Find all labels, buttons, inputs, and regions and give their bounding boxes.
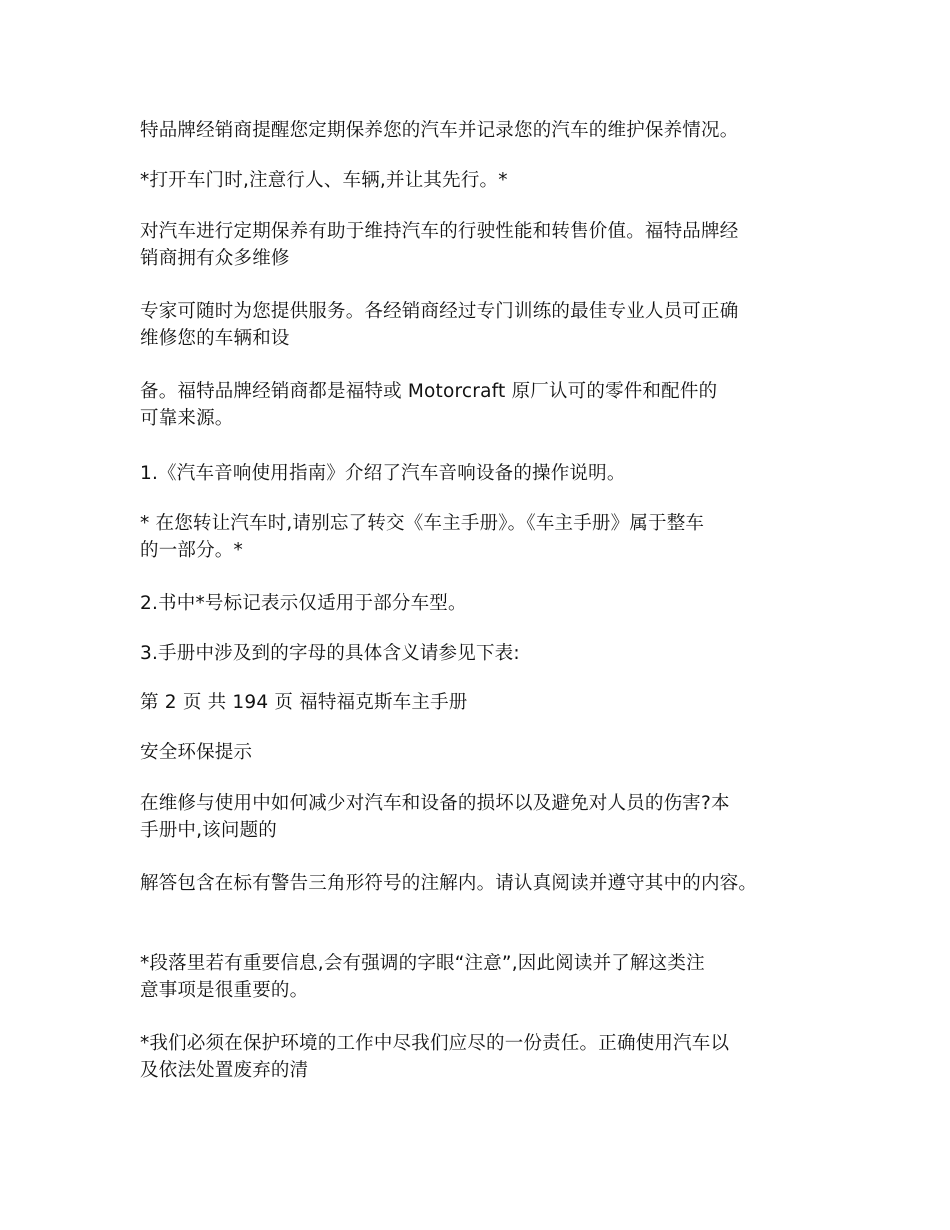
text-line: 特品牌经销商提醒您定期保养您的汽车并记录您的汽车的维护保养情况。 — [140, 120, 739, 141]
page-footer — [140, 689, 467, 716]
text-line: 可靠来源。 — [140, 408, 234, 429]
text-line: 销商拥有众多维修 — [140, 248, 290, 269]
text-line: 第 2 页 共 194 页 福特福克斯车主手册 — [140, 692, 468, 713]
paragraph-parts-source — [140, 378, 717, 432]
text-line: 2.书中*号标记表示仅适用于部分车型。 — [140, 593, 467, 614]
text-line: 备。福特品牌经销商都是福特或 Motorcraft 原厂认可的零件和配件的 — [140, 381, 718, 402]
text-line: 意事项是很重要的。 — [140, 980, 309, 1001]
paragraph-warning-triangle — [140, 870, 757, 897]
text-line: 维修您的车辆和设 — [140, 328, 290, 349]
paragraph-dealer-reminder — [140, 117, 738, 144]
text-line: 对汽车进行定期保养有助于维持汽车的行驶性能和转售价值。福特品牌经 — [140, 221, 739, 242]
text-line: 安全环保提示 — [140, 742, 253, 763]
text-line: * 在您转让汽车时,请别忘了转交《车主手册》。《车主手册》属于整车 — [140, 513, 705, 534]
text-line: *段落里若有重要信息,会有强调的字眼“注意”,因此阅读并了解这类注 — [140, 953, 705, 974]
text-line: 专家可随时为您提供服务。各经销商经过专门训练的最佳专业人员可正确 — [140, 301, 739, 322]
paragraph-asterisk-note — [140, 590, 467, 617]
paragraph-audio-guide — [140, 460, 626, 487]
text-line: *我们必须在保护环境的工作中尽我们应尽的一份责任。正确使用汽车以 — [140, 1033, 730, 1054]
text-line: 的一部分。* — [140, 540, 243, 561]
paragraph-door-warning — [140, 167, 508, 194]
text-line: 1.《汽车音响使用指南》介绍了汽车音响设备的操作说明。 — [140, 463, 626, 484]
paragraph-maintenance — [140, 218, 738, 272]
text-line: 解答包含在标有警告三角形符号的注解内。请认真阅读并遵守其中的内容。 — [140, 873, 758, 894]
text-line: *打开车门时,注意行人、车辆,并让其先行。* — [140, 170, 508, 191]
paragraph-experts — [140, 298, 738, 352]
text-line: 3.手册中涉及到的字母的具体含义请参见下表: — [140, 643, 520, 664]
paragraph-damage-reduction — [140, 790, 730, 844]
paragraph-letter-meaning — [140, 640, 520, 667]
paragraph-attention-note — [140, 950, 705, 1004]
paragraph-transfer-manual — [140, 510, 704, 564]
section-heading — [140, 739, 252, 766]
text-line: 手册中,该问题的 — [140, 820, 277, 841]
text-line: 在维修与使用中如何减少对汽车和设备的损坏以及避免对人员的伤害?本 — [140, 793, 730, 814]
text-line: 及依法处置废弃的清 — [140, 1060, 309, 1081]
paragraph-environment — [140, 1030, 729, 1084]
